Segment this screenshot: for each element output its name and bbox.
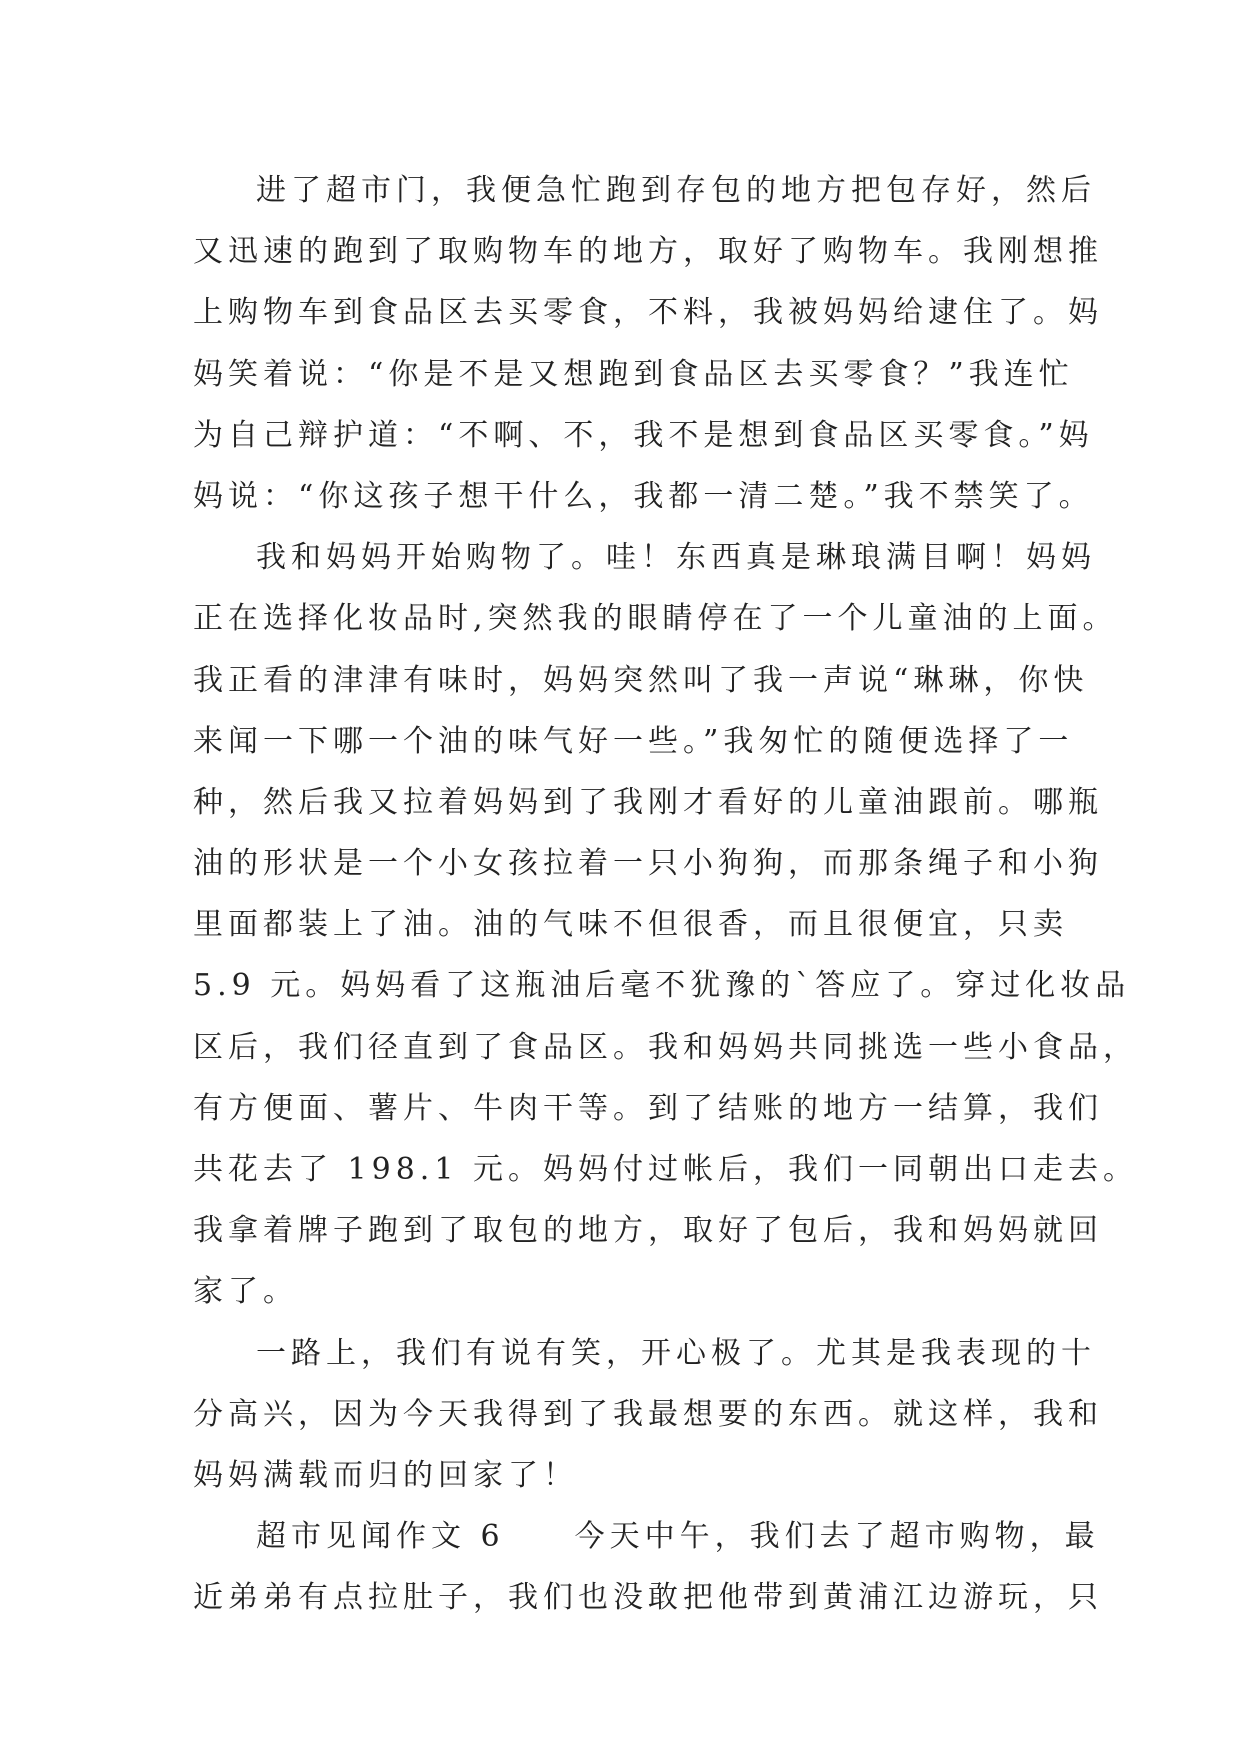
- text-line: 妈说：“你这孩子想干什么，我都一清二楚。”我不禁笑了。: [193, 478, 1094, 514]
- text-line: 正在选择化妆品时,突然我的眼睛停在了一个儿童油的上面。: [193, 601, 1118, 637]
- text-line: 妈妈满载而归的回家了！: [193, 1457, 578, 1493]
- text-line: 一路上，我们有说有笑，开心极了。尤其是我表现的十: [256, 1335, 1096, 1371]
- text-line: 里面都装上了油。油的气味不但很香，而且很便宜，只卖: [193, 907, 1068, 943]
- text-line: 我和妈妈开始购物了。哇！东西真是琳琅满目啊！妈妈: [256, 540, 1096, 576]
- text-line: 来闻一下哪一个油的味气好一些。”我匆忙的随便选择了一: [193, 723, 1074, 759]
- text-line: 超市见闻作文 6 今天中午，我们去了超市购物，最: [256, 1519, 1100, 1555]
- text-line: 妈笑着说：“你是不是又想跑到食品区去买零食？”我连忙: [193, 356, 1074, 392]
- text-line: 又迅速的跑到了取购物车的地方，取好了购物车。我刚想推: [193, 234, 1103, 270]
- text-line: 有方便面、薯片、牛肉干等。到了结账的地方一结算，我们: [193, 1090, 1103, 1126]
- text-line: 上购物车到食品区去买零食，不料，我被妈妈给逮住了。妈: [193, 295, 1103, 331]
- text-line: 近弟弟有点拉肚子，我们也没敢把他带到黄浦江边游玩，只: [193, 1580, 1103, 1616]
- text-line: 家了。: [193, 1274, 298, 1310]
- text-line: 我正看的津津有味时，妈妈突然叫了我一声说“琳琳，你快: [193, 662, 1089, 698]
- text-line: 进了超市门，我便急忙跑到存包的地方把包存好，然后: [256, 173, 1096, 208]
- text-line: 为自己辩护道：“不啊、不，我不是想到食品区买零食。”妈: [193, 417, 1094, 453]
- text-line: 种，然后我又拉着妈妈到了我刚才看好的儿童油跟前。哪瓶: [193, 784, 1103, 820]
- text-line: 区后，我们径直到了食品区。我和妈妈共同挑选一些小食品，: [193, 1029, 1138, 1065]
- text-line: 共花去了 198.1 元。妈妈付过帐后，我们一同朝出口走去。: [193, 1152, 1138, 1187]
- essay-body: [193, 160, 1138, 1629]
- text-line: 油的形状是一个小女孩拉着一只小狗狗，而那条绳子和小狗: [193, 846, 1103, 882]
- text-line: 我拿着牌子跑到了取包的地方，取好了包后，我和妈妈就回: [193, 1213, 1103, 1249]
- text-line: 分高兴，因为今天我得到了我最想要的东西。就这样，我和: [193, 1396, 1103, 1432]
- text-line: 5.9 元。妈妈看了这瓶油后毫不犹豫的`答应了。穿过化妆品: [193, 968, 1131, 1004]
